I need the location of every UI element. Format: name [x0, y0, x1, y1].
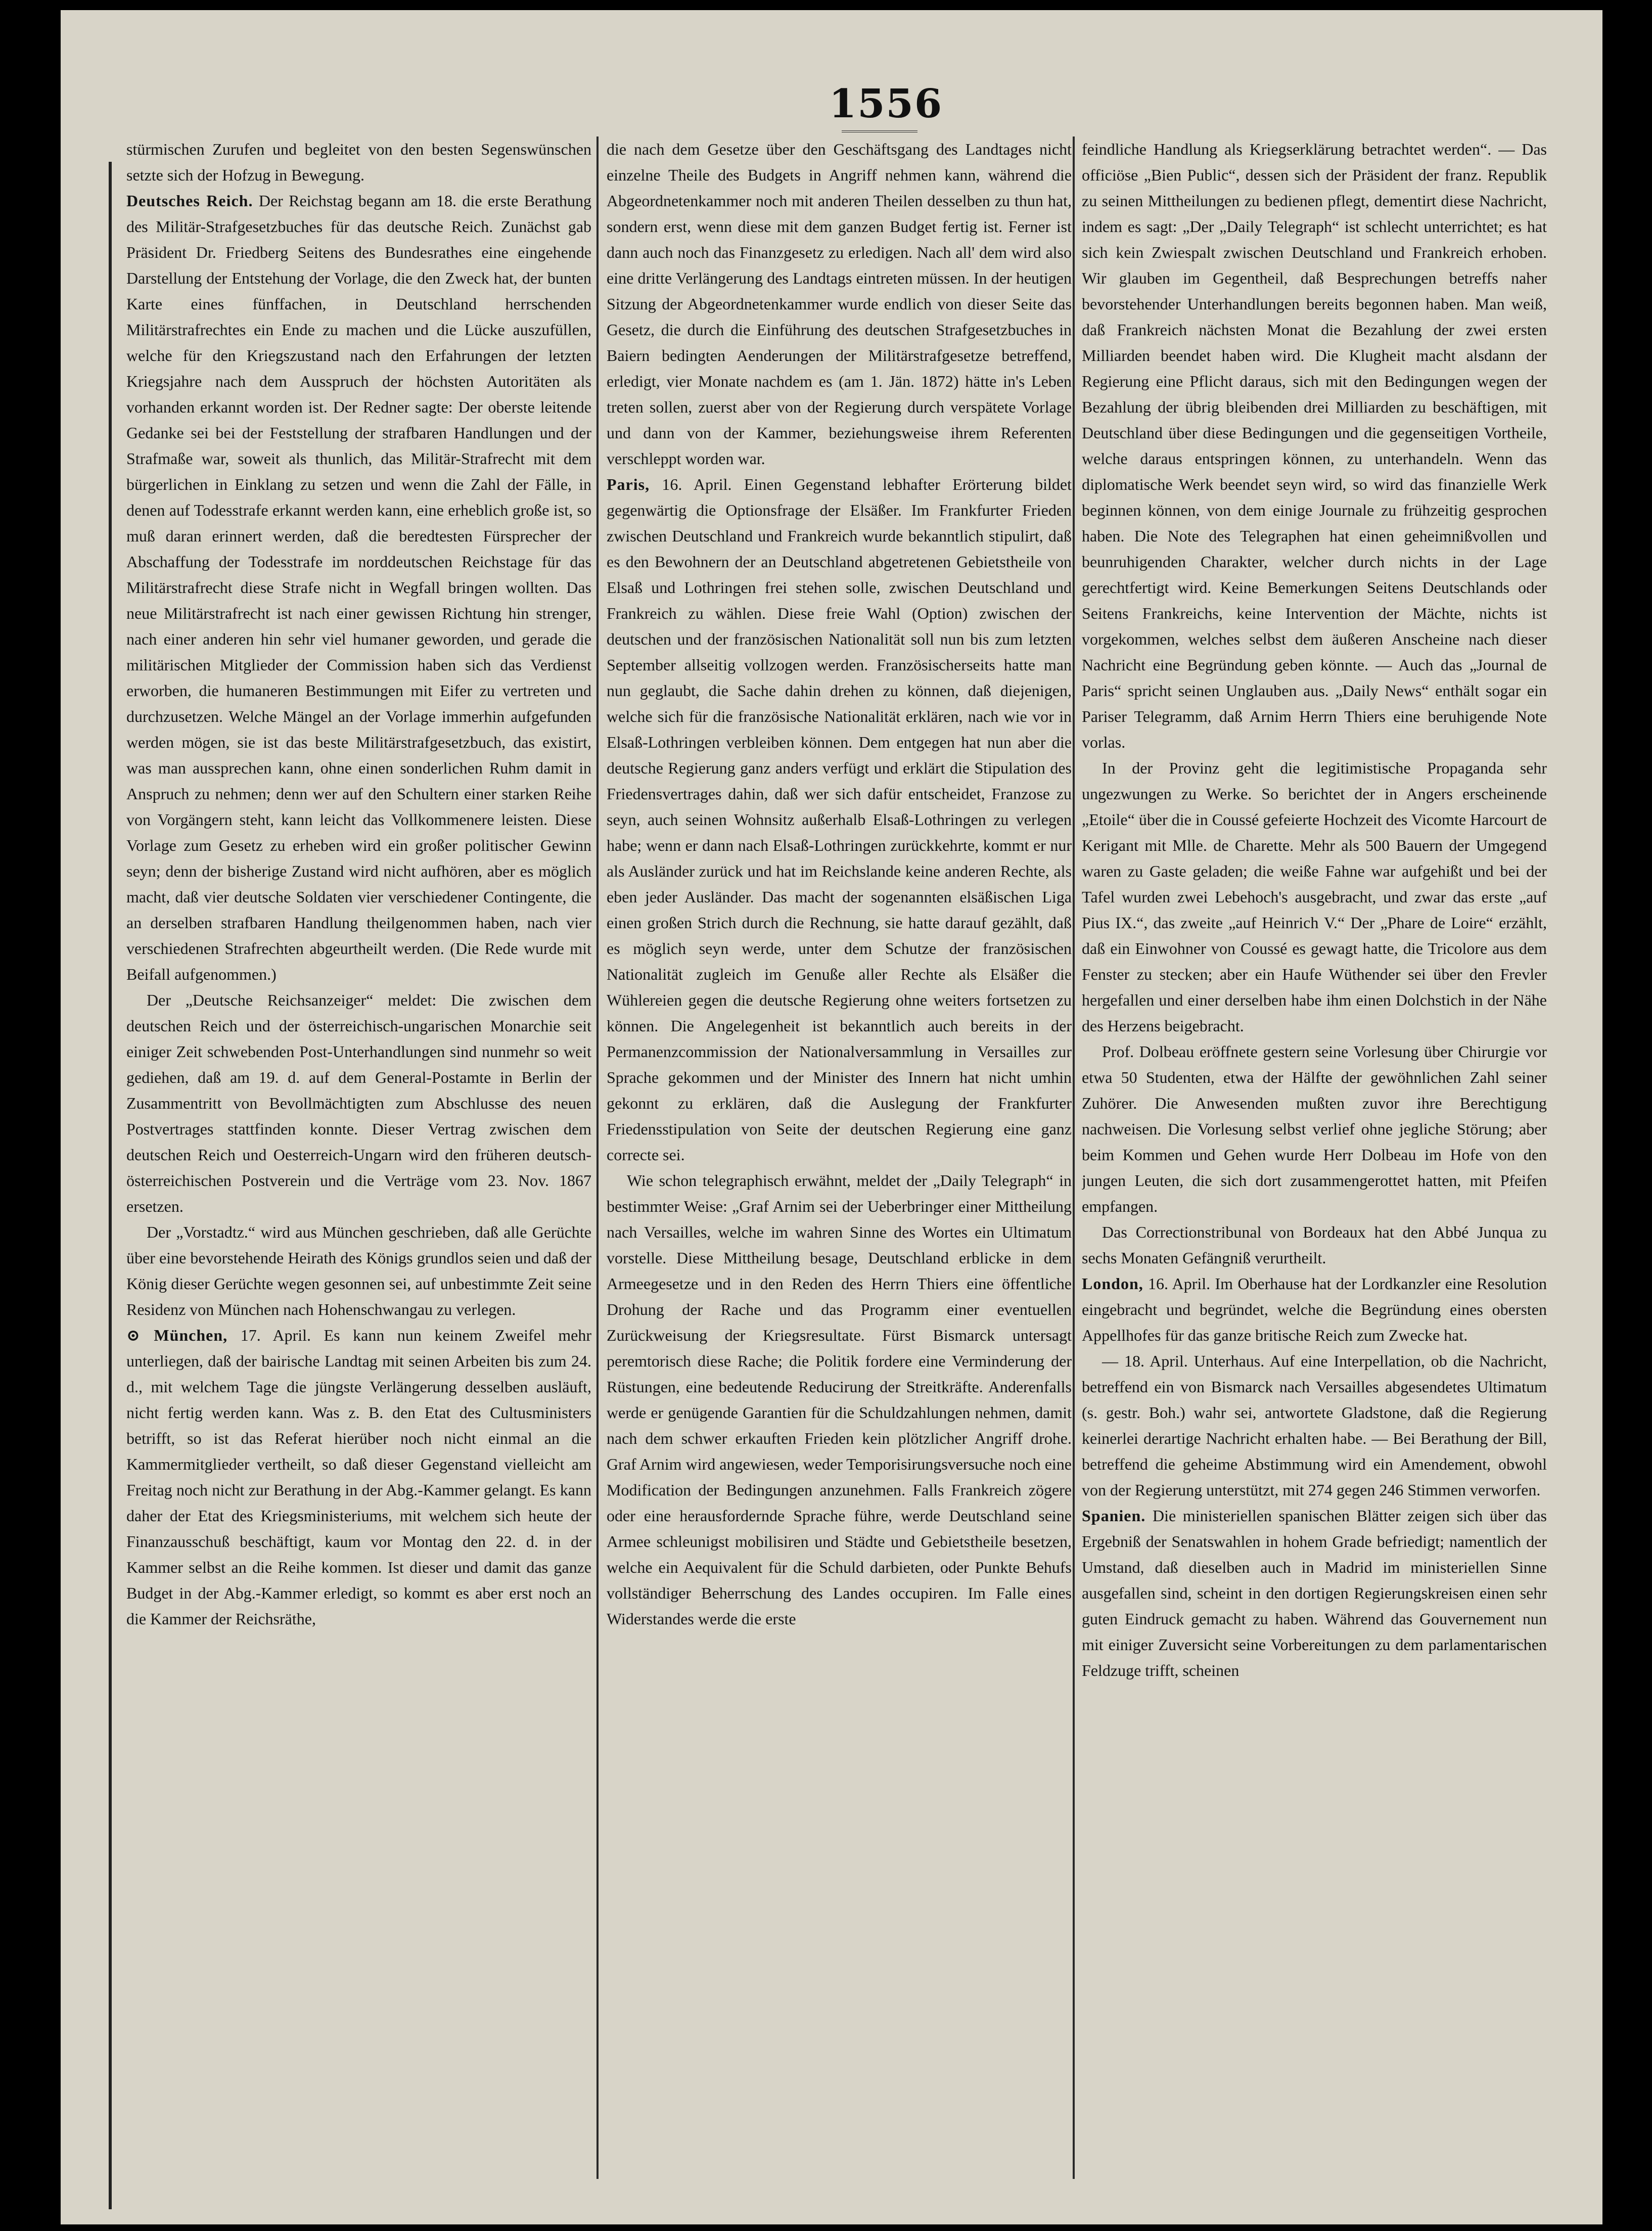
article-text: Die ministeriellen spanischen Blätter zeigen sich über das Ergebniß der Senatswahlen in hohem Grade befriedigt; namentlich der Umstand, daß dieselben auch in Madrid im ministeriellen Sinne ausgefallen sind, scheint in den dortigen Regierungskreisen einen sehr guten Eindruck gemacht zu haben. Während das Gouvernement nun mit einiger Zuversicht seine Vorbereitungen zu dem parlamentarischen Feldzuge trifft, scheinen: [1082, 1507, 1547, 1679]
article-text: Prof. Dolbeau eröffnete gestern seine Vorlesung über Chirurgie vor etwa 50 Studenten, etwa der Hälfte der gewöhnlichen Zahl seiner Zuhörer. Die Anwesenden mußten zuvor ihre Berechtigung nachweisen. Die Vorlesung selbst verlief ohne jegliche Störung; aber beim Kommen und Gehen wurde Herr Dolbeau im Hofe von den jungen Leuten, die sich dort zusammengerottet hatten, mit Pfeifen empfangen.: [1082, 1042, 1547, 1215]
article-paragraph: [126, 1219, 591, 1323]
article-text: Das Correctionstribunal von Bordeaux hat den Abbé Junqua zu sechs Monaten Gefängniß verurtheilt.: [1082, 1223, 1547, 1267]
article-paragraph: [1082, 1348, 1547, 1503]
article-paragraph: [1082, 1039, 1547, 1219]
article-dateline: Paris,: [607, 475, 650, 493]
article-dateline: Deutsches Reich.: [126, 192, 253, 210]
page-number: 1556: [829, 81, 943, 127]
article-dateline: Spanien.: [1082, 1507, 1146, 1525]
article-paragraph: [607, 472, 1072, 1168]
column-divider: [596, 136, 599, 2179]
column-middle: [607, 136, 1072, 2179]
column-right: [1082, 136, 1547, 2179]
article-text: Der „Vorstadtz.“ wird aus München geschrieben, daß alle Gerüchte über eine bevorstehende Heirath des Königs grundlos seien und daß der König dieser Gerüchte wegen gesonnen sei, auf unbestimmte Zeit seine Residenz von München nach Hohenschwangau zu verlegen.: [126, 1223, 591, 1318]
article-paragraph: [126, 1323, 591, 1632]
article-text: 17. April. Es kann nun keinem Zweifel mehr unterliegen, daß der bairische Landtag mit seinen Arbeiten bis zum 24. d., mit welchem Tage die jüngste Verlängerung desselben ausläuft, nicht fertig werden kann. Was z. B. den Etat des Cultusministers betrifft, so ist das Referat hierüber noch nicht einmal an die Kammermitglieder vertheilt, so daß dieser Gegenstand vielleicht am Freitag noch nicht zur Berathung in der Abg.-Kammer gelangt. Es kann daher der Etat des Kriegsministeriums, mit welchem sich heute der Finanzausschuß beschäftigt, kaum vor Montag den 22. d. in der Kammer selbst an die Reihe kommen. Ist dieser und damit das ganze Budget in der Abg.-Kammer erledigt, so kommt es aber erst noch an die Kammer der Reichsräthe,: [126, 1326, 591, 1628]
article-paragraph: [607, 1168, 1072, 1632]
column-left: [126, 136, 591, 2179]
article-paragraph: [126, 188, 591, 987]
article-text: In der Provinz geht die legitimistische Propaganda sehr ungezwungen zu Werke. So berichtet der in Angers erscheinende „Etoile“ über die in Coussé gefeierte Hochzeit des Vicomte Harcourt de Kerigant mit Mlle. de Charette. Mehr als 500 Bauern der Umgegend waren zu Gaste geladen; die weiße Fahne war aufgehißt und bei der Tafel wurden zwei Lebehoch's ausgebracht, und zwar das erste „auf Pius IX.“, das zweite „auf Heinrich V.“ Der „Phare de Loire“ erzählt, daß ein Einwohner von Coussé es gewagt hatte, die Tricolore aus dem Fenster zu stecken; aber ein Haufe Wüthender sei über den Frevler hergefallen und einer derselben habe ihm einen Dolchstich in der Nähe des Herzens beigebracht.: [1082, 759, 1547, 1035]
article-paragraph: [607, 136, 1072, 472]
article-paragraph: [1082, 1271, 1547, 1348]
article-text: Der „Deutsche Reichsanzeiger“ meldet: Die zwischen dem deutschen Reich und der österreichisch-ungarischen Monarchie seit einiger Zeit schwebenden Post-Unterhandlungen sind nunmehr so weit gediehen, daß am 19. d. auf dem General-Postamte in Berlin der Zusammentritt von Bevollmächtigten zum Abschlusse des neuen Postvertrages stattfinden konnte. Dieser Vertrag zwischen dem deutschen Reich und Oesterreich-Ungarn wird den früheren deutsch-österreichischen Postverein und die Verträge vom 23. Nov. 1867 ersetzen.: [126, 991, 591, 1215]
article-text: — 18. April. Unterhaus. Auf eine Interpellation, ob die Nachricht, betreffend ein von Bismarck nach Versailles abgesendetes Ultimatum (s. gestr. Boh.) wahr sei, antwortete Gladstone, daß die Regierung keinerlei derartige Nachricht erhalten habe. — Bei Berathung der Bill, betreffend die geheime Abstimmung wird ein Amendement, obwohl von der Regierung unterstützt, mit 274 gegen 246 Stimmen verworfen.: [1082, 1352, 1547, 1499]
article-text: die nach dem Gesetze über den Geschäftsgang des Landtages nicht einzelne Theile des Budgets in Angriff nehmen kann, während die Abgeordnetenkammer noch mit anderen Theilen desselben zu thun hat, sondern erst, wenn diese mit dem ganzen Budget fertig ist. Ferner ist dann auch noch das Finanzgesetz zu erledigen. Nach all' dem wird also eine dritte Verlängerung des Landtags eintreten müssen. In der heutigen Sitzung der Abgeordnetenkammer wurde endlich von dieser Seite das Gesetz, die durch die Einführung des deutschen Strafgesetzbuches in Baiern bedingten Aenderungen der Militärstrafgesetze betreffend, erledigt, vier Monate nachdem es (am 1. Jän. 1872) hätte in's Leben treten sollen, zuerst aber von der Regierung durch verspätete Vorlage und dann von der Kammer, beziehungsweise ihrem Referenten verschleppt worden war.: [607, 140, 1072, 468]
column-divider: [1073, 136, 1075, 2179]
page-number-ornament: [842, 130, 917, 132]
article-dateline: ⊙ München,: [126, 1326, 228, 1344]
article-paragraph: [1082, 136, 1547, 755]
article-paragraph: [1082, 1219, 1547, 1271]
article-paragraph: [126, 987, 591, 1219]
article-paragraph: [1082, 1503, 1547, 1683]
article-dateline: London,: [1082, 1274, 1143, 1293]
article-text: feindliche Handlung als Kriegserklärung betrachtet werden“. — Das officiöse „Bien Public“, dessen sich der Präsident der franz. Republik zu seinen Mittheilungen zu bedienen pflegt, dementirt diese Nachricht, indem es sagt: „Der „Daily Telegraph“ ist schlecht unterrichtet; es hat sich kein Zwiespalt zwischen Deutschland und Frankreich erhoben. Wir glauben im Gegentheil, daß Besprechungen betreffs naher bevorstehender Unterhandlungen bereits begonnen haben. Man weiß, daß Frankreich nächsten Monat die Bezahlung der zwei ersten Milliarden beendet haben wird. Die Klugheit macht alsdann der Regierung eine Pflicht daraus, sich mit den Bedingungen wegen der Bezahlung der übrig bleibenden drei Milliarden zu beschäftigen, mit Deutschland über diese Bedingungen und die gegenseitigen Vortheile, welche daraus entspringen können, zu unterhandeln. Wenn das diplomatische Werk beendet seyn wird, so wird das finanzielle Werk beginnen können, von dem einige Journale zu frühzeitig gesprochen haben. Die Note des Telegraphen hat einen geheimnißvollen und beunruhigenden Charakter, welcher durch nichts in der Lage gerechtfertigt wird. Keine Bemerkungen Seitens Deutschlands oder Seitens Frankreichs, keine Intervention der Mächte, nichts ist vorgekommen, welches selbst dem äußeren Anscheine nach dieser Nachricht eine Begründung geben könnte. — Auch das „Journal de Paris“ spricht seinen Unglauben aus. „Daily News“ enthält sogar ein Pariser Telegramm, daß Arnim Herrn Thiers eine beruhigende Note vorlas.: [1082, 140, 1547, 751]
article-paragraph: [1082, 755, 1547, 1039]
article-text: Der Reichstag begann am 18. die erste Berathung des Militär-Strafgesetzbuches für das deutsche Reich. Zunächst gab Präsident Dr. Friedberg Seitens des Bundesrathes eine eingehende Darstellung der Entstehung der Vorlage, die den Zweck hat, der bunten Karte eines fünffachen, in Deutschland herrschenden Militärstrafrechtes ein Ende zu machen und die Lücke auszufüllen, welche für den Kriegszustand nach den Erfahrungen der letzten Kriegsjahre nach dem Ausspruch der höchsten Autoritäten als vorhanden erkannt worden ist. Der Redner sagte: Der oberste leitende Gedanke sei bei der Feststellung der strafbaren Handlungen und der Strafmaße war, soweit als thunlich, das Militär-Strafrecht mit dem bürgerlichen in Einklang zu setzen und wenn die Zahl der Fälle, in denen auf Todesstrafe erkannt werden kann, eine erheblich große ist, so muß daran erinnert werden, daß die beredtesten Fürsprecher der Abschaffung der Todesstrafe im norddeutschen Reichstage für das Militärstrafrecht diese Strafe nicht in Wegfall bringen wollten. Das neue Militärstrafrecht ist nach einer gewissen Richtung hin strenger, nach einer anderen hin sehr viel humaner geworden, und gerade die militärischen Mitglieder der Commission haben sich das Verdienst erworben, die humaneren Bestimmungen mit Eifer zu vertreten und durchzusetzen. Welche Mängel an der Vorlage immerhin aufgefunden werden mögen, sie ist das beste Militärstrafgesetzbuch, das existirt, was man aussprechen kann, ohne einen sonderlichen Ruhm damit in Anspruch zu nehmen; denn wer auf den Schultern einer starken Reihe von Vorgängern steht, kann leicht das Vollkommenere leisten. Diese Vorlage zum Gesetz zu erheben wird ein großer politischer Gewinn seyn; denn der bisherige Zustand wird nicht aufhören, aber es möglich macht, daß vier deutsche Soldaten vier verschiedener Contingente, die an derselben strafbaren Handlung theilgenommen haben, nach vier verschiedenen Strafrechten abgeurtheilt werden. (Die Rede wurde mit Beifall aufgenommen.): [126, 192, 591, 983]
article-text: stürmischen Zurufen und begleitet von den besten Segenswünschen setzte sich der Hofzug in Bewegung.: [126, 140, 591, 184]
article-paragraph: [126, 136, 591, 188]
article-text: Wie schon telegraphisch erwähnt, meldet der „Daily Telegraph“ in bestimmter Weise: „Graf Arnim sei der Ueberbringer einer Mittheilung nach Versailles, welche im wahren Sinne des Wortes ein Ultimatum vorstelle. Diese Mittheilung besage, Deutschland erblicke in dem Armeegesetze und in den Reden des Herrn Thiers eine öffentliche Drohung der Rache und das Programm einer eventuellen Zurückweisung der Kriegsresultate. Fürst Bismarck untersagt peremtorisch diese Rache; die Politik fordere eine Verminderung der Rüstungen, eine bedeutende Reducirung der Streitkräfte. Anderenfalls werde er genügende Garantien für die Schuldzahlungen nehmen, damit nach dem schwer erkauften Frieden kein plötzlicher Angriff drohe. Graf Arnim wird angewiesen, weder Temporisirungsversuche noch eine Modification der Bedingungen anzunehmen. Falls Frankreich zögere oder eine herausfordernde Sprache führe, werde Deutschland seine Armee schleunigst mobilisiren und Städte und Gebietstheile besetzen, welche ein Aequivalent für die Schuld darbieten, oder Punkte Behufs vollständiger Beherrschung des Landes occupiren. Im Falle eines Widerstandes werde die erste: [607, 1171, 1072, 1628]
article-text: 16. April. Im Oberhause hat der Lordkanzler eine Resolution eingebracht und begründet, welche die Begründung eines obersten Appellhofes für das ganze britische Reich zum Zwecke hat.: [1082, 1274, 1547, 1344]
article-text: 16. April. Einen Gegenstand lebhafter Erörterung bildet gegenwärtig die Optionsfrage der Elsäßer. Im Frankfurter Frieden zwischen Deutschland und Frankreich wurde bekanntlich stipulirt, daß es den Bewohnern der an Deutschland abgetretenen Gebietstheile von Elsaß und Lothringen frei stehen solle, zwischen Deutschland und Frankreich zu wählen. Diese freie Wahl (Option) zwischen der deutschen und der französischen Nationalität soll nun bis zum letzten September allseitig vollzogen werden. Französischerseits hatte man nun geglaubt, die Sache dahin drehen zu können, daß diejenigen, welche sich für die französische Nationalität erklären, nach wie vor in Elsaß-Lothringen verbleiben können. Dem entgegen hat nun aber die deutsche Regierung ganz anders verfügt und erklärt die Stipulation des Friedensvertrages dahin, daß wer sich dafür entscheidet, Franzose zu seyn, auch seinen Wohnsitz außerhalb Elsaß-Lothringen zu verlegen habe; wenn er dann nach Elsaß-Lothringen zurückkehrte, kommt er nur als Ausländer zurück und hat im Reichslande keine anderen Rechte, als eben jeder Ausländer. Das macht der sogenannten elsäßischen Liga einen großen Strich durch die Rechnung, sie hatte darauf gezählt, daß es möglich seyn werde, unter dem Schutze der französischen Nationalität zugleich im Genuße aller Rechte als Elsäßer die Wühlereien gegen die deutsche Regierung ohne weiters fortsetzen zu können. Die Angelegenheit ist bekanntlich auch bereits in der Permanenzcommission der Nationalversammlung in Versailles zur Sprache gekommen und der Minister des Innern hat nicht umhin gekonnt zu erklären, daß die Auslegung der Frankfurter Friedensstipulation von Seite der deutschen Regierung eine ganz correcte sei.: [607, 475, 1072, 1164]
